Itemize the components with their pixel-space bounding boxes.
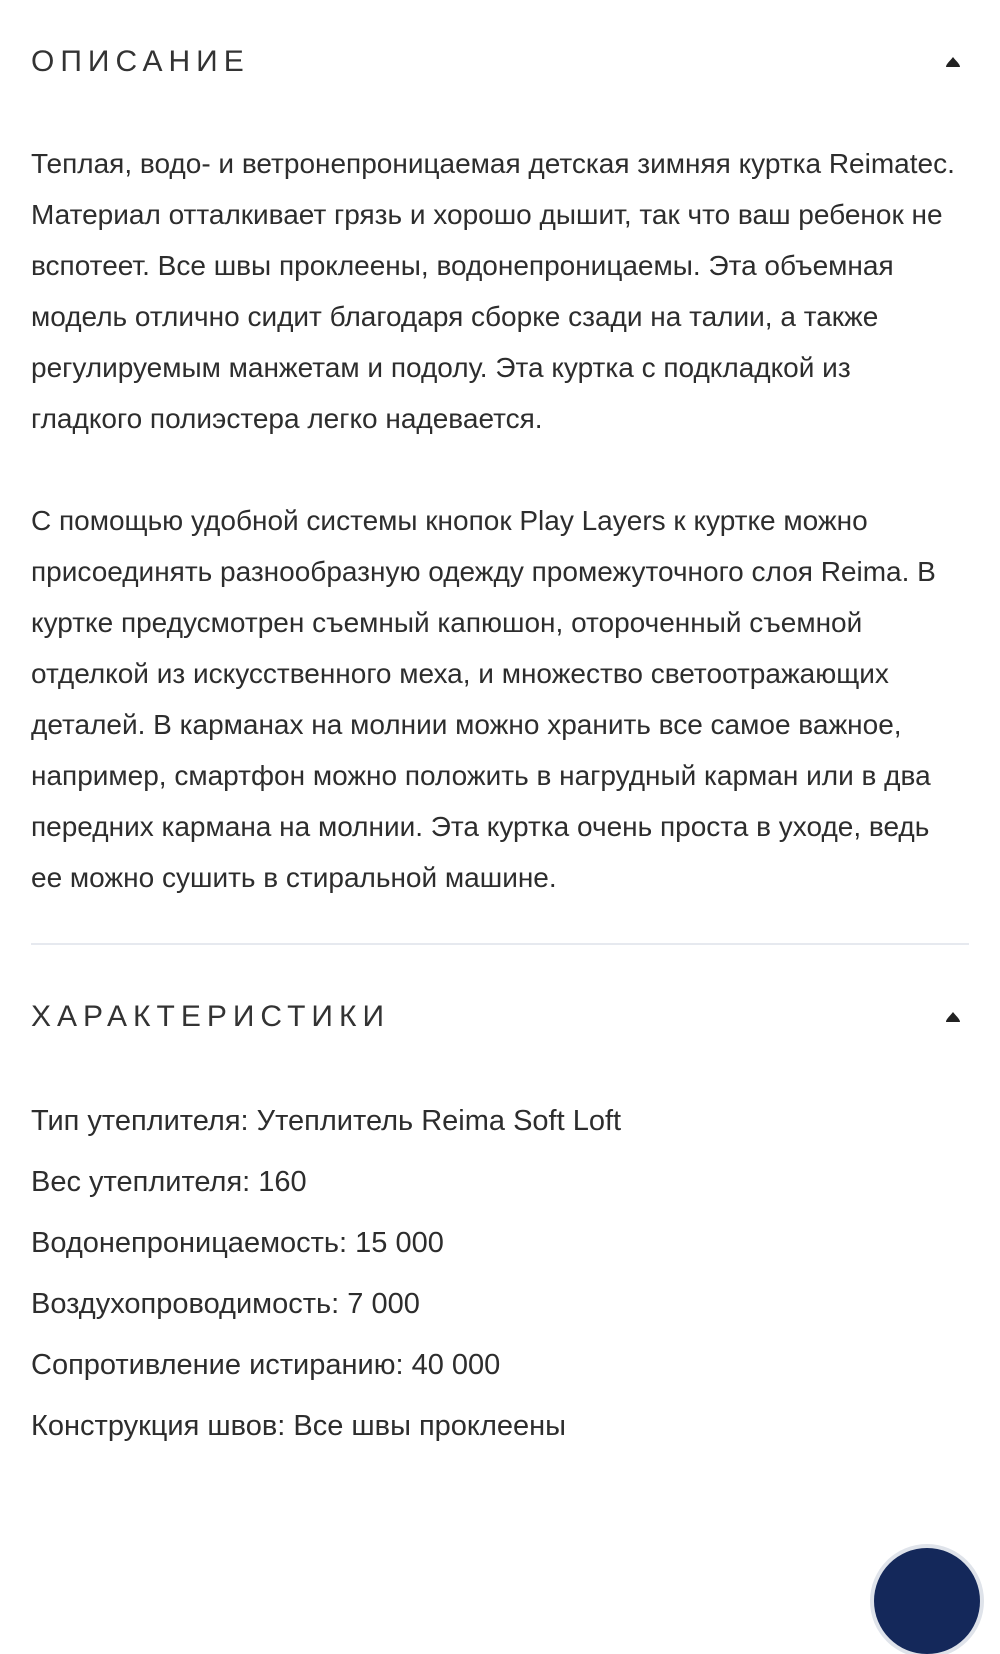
specs-title: ХАРАКТЕРИСТИКИ: [31, 1000, 391, 1033]
description-paragraph-2: С помощью удобной системы кнопок Play Layers к куртке можно присоединять разнообразную одежду промежуточного слоя Reima. В куртке предусмотрен съемный капюшон, отороченный съемной отделкой из искусственного меха, и множество светоотражающих деталей. В карманах на молнии можно хранить все самое важное, например, смартфон можно положить в нагрудный карман или в два передних кармана на молнии. Эта куртка очень проста в уходе, ведь ее можно сушить в стиральной машине.: [31, 505, 936, 893]
specs-section: [0, 945, 1000, 1457]
spec-item: Сопротивление истиранию: 40 000: [31, 1349, 501, 1381]
description-title: ОПИСАНИЕ: [31, 45, 250, 78]
spec-item: Вес утеплителя: 160: [31, 1166, 307, 1198]
spec-item: Тип утеплителя: Утеплитель Reima Soft Loft: [31, 1105, 622, 1137]
description-header[interactable]: [31, 42, 969, 82]
caret-up-icon[interactable]: [941, 1009, 965, 1027]
specs-header[interactable]: [31, 997, 969, 1037]
description-paragraph-1: Теплая, водо- и ветронепроницаемая детская зимняя куртка Reimatec. Материал отталкивает грязь и хорошо дышит, так что ваш ребенок не вспотеет. Все швы проклеены, водонепроницаемы. Эта объемная модель отлично сидит благодаря сборке сзади на талии, а также регулируемым манжетам и подолу. Эта куртка с подкладкой из гладкого полиэстера легко надевается.: [31, 148, 955, 434]
floating-action-button[interactable]: [874, 1548, 980, 1654]
spec-item: Конструкция швов: Все швы проклеены: [31, 1410, 566, 1442]
spec-item: Воздухопроводимость: 7 000: [31, 1288, 420, 1320]
spec-item: Водонепроницаемость: 15 000: [31, 1227, 444, 1259]
caret-up-icon[interactable]: [941, 54, 965, 72]
